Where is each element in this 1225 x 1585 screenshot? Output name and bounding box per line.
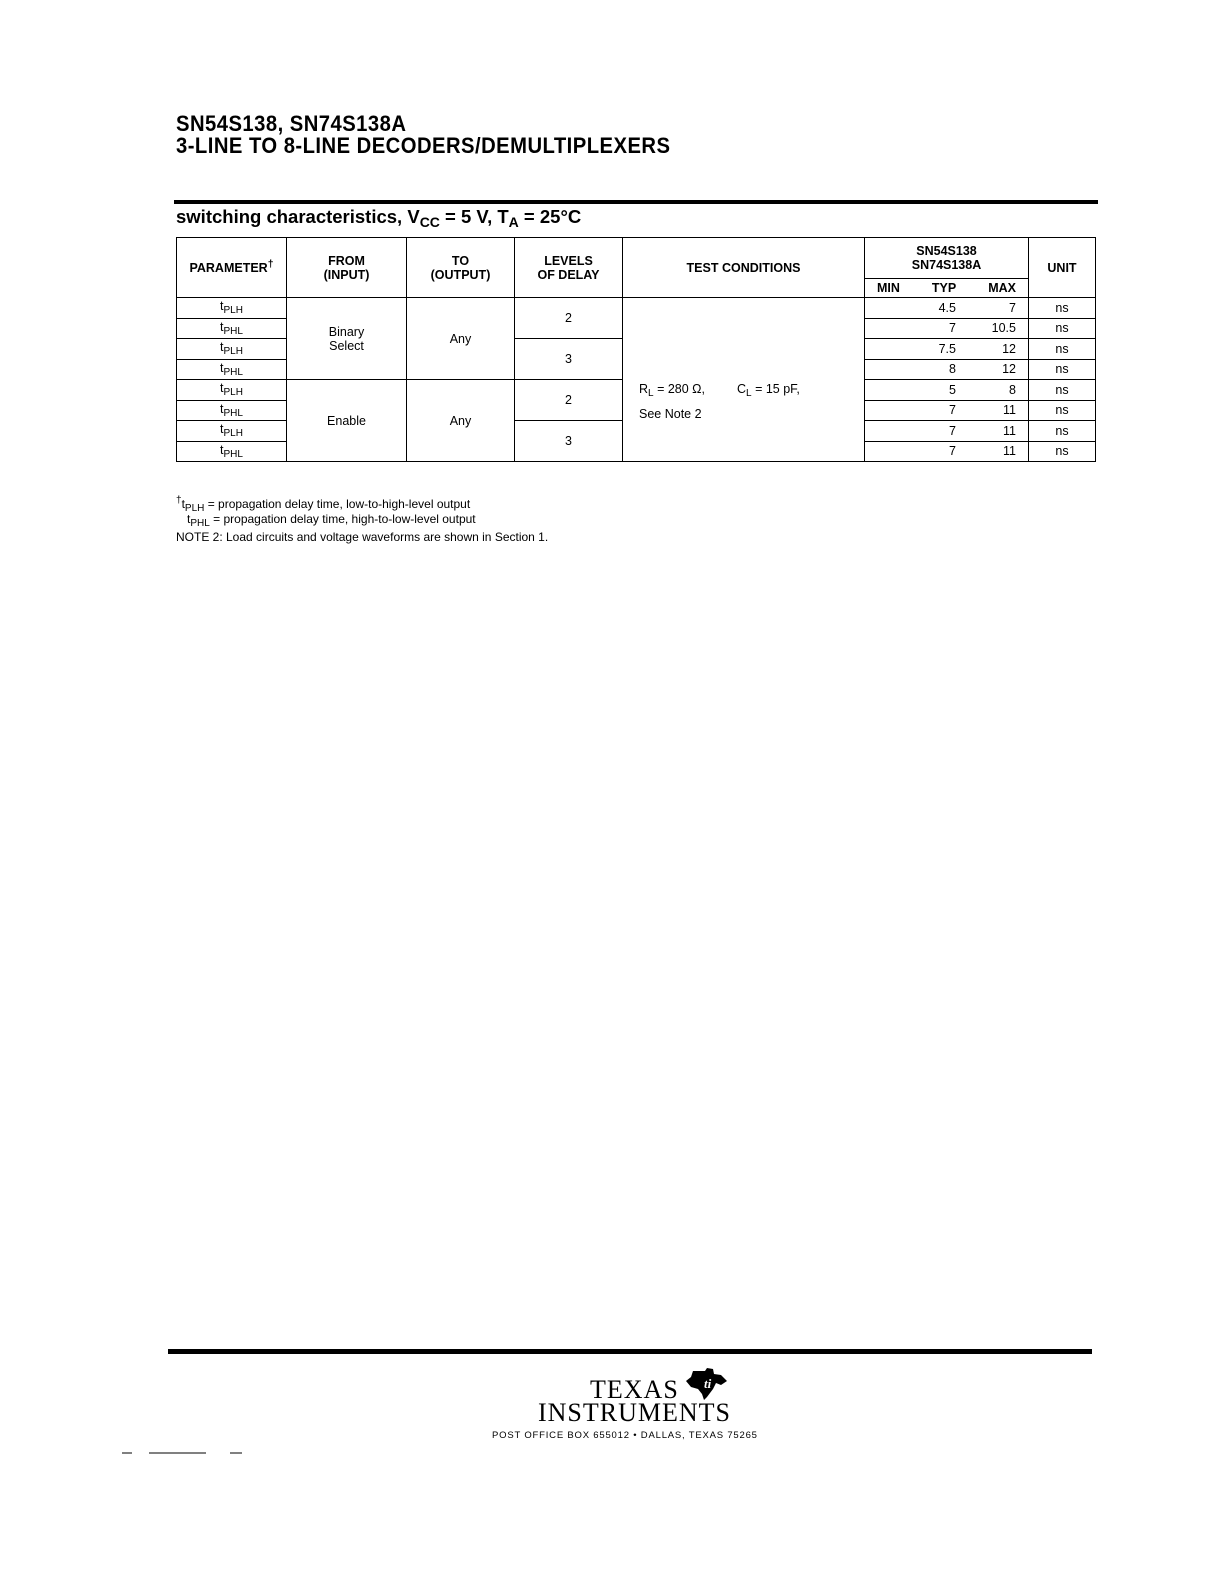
footnote-tphl: $t_{PHL}$ = propagation delay time, high-to-low-level output	[187, 512, 476, 529]
unit-cell: ns	[1029, 441, 1096, 462]
to-any: Any	[407, 380, 515, 462]
header-unit: UNIT	[1029, 238, 1096, 298]
levels-cell: 2	[515, 298, 623, 339]
param-cell: $t_{PLH}$	[177, 298, 287, 319]
values-cell: 7 11	[865, 400, 1029, 421]
logo-texas: TEXAS	[590, 1375, 679, 1404]
test-conditions-cell: $R_L = 280$ Ω, $C_L = 15$ pF, See Note 2	[623, 298, 865, 462]
unit-cell: ns	[1029, 339, 1096, 360]
param-cell: $t_{PLH}$	[177, 380, 287, 401]
levels-cell: 3	[515, 421, 623, 462]
header-levels: LEVELS OF DELAY	[515, 238, 623, 298]
svg-text:ti: ti	[704, 1376, 712, 1391]
unit-cell: ns	[1029, 400, 1096, 421]
values-cell: 5 8	[865, 380, 1029, 401]
footnote-tplh: $^\dagger t_{PLH}$ = propagation delay time, low-to-high-level output	[176, 495, 471, 514]
levels-cell: 3	[515, 339, 623, 380]
param-cell: $t_{PLH}$	[177, 421, 287, 442]
header-from: FROM (INPUT)	[287, 238, 407, 298]
header-test-conditions: TEST CONDITIONS	[623, 238, 865, 298]
unit-cell: ns	[1029, 298, 1096, 319]
param-cell: $t_{PHL}$	[177, 359, 287, 380]
values-cell: 7 10.5	[865, 318, 1029, 339]
param-cell: $t_{PHL}$	[177, 441, 287, 462]
values-cell: 8 12	[865, 359, 1029, 380]
table-header-row	[177, 238, 1096, 279]
logo-instruments: INSTRUMENTS	[538, 1398, 732, 1427]
unit-cell: ns	[1029, 318, 1096, 339]
unit-cell: ns	[1029, 359, 1096, 380]
part-numbers-heading: SN54S138, SN74S138A	[176, 111, 407, 136]
param-cell: $t_{PLH}$	[177, 339, 287, 360]
unit-cell: ns	[1029, 380, 1096, 401]
footer-address: POST OFFICE BOX 655012 • DALLAS, TEXAS 75265	[492, 1430, 758, 1441]
switching-characteristics-table	[176, 237, 1096, 462]
unit-cell: ns	[1029, 421, 1096, 442]
section-heading: switching characteristics, $V_{CC} = 5$ V, $T_A = 25^\circ C$	[176, 206, 582, 230]
param-cell: $t_{PHL}$	[177, 400, 287, 421]
from-binary-select: Binary Select	[287, 298, 407, 380]
param-cell: $t_{PHL}$	[177, 318, 287, 339]
values-cell: 7.5 12	[865, 339, 1029, 360]
bottom-rule	[168, 1349, 1092, 1354]
values-cell: 4.5 7	[865, 298, 1029, 319]
note-2: NOTE 2: Load circuits and voltage waveforms are shown in Section 1.	[176, 530, 549, 544]
values-cell: 7 11	[865, 421, 1029, 442]
ti-logo-icon	[683, 1367, 729, 1401]
table-row	[177, 298, 1096, 319]
from-enable: Enable	[287, 380, 407, 462]
to-any: Any	[407, 298, 515, 380]
header-min-typ-max: MIN TYP MAX	[865, 279, 1029, 298]
values-cell: 7 11	[865, 441, 1029, 462]
header-to: TO (OUTPUT)	[407, 238, 515, 298]
header-parameter: PARAMETER†	[177, 238, 287, 298]
scan-marks	[122, 1451, 247, 1455]
document-title: 3-LINE TO 8-LINE DECODERS/DEMULTIPLEXERS	[176, 133, 671, 158]
top-rule	[174, 200, 1098, 204]
levels-cell: 2	[515, 380, 623, 421]
header-device: SN54S138 SN74S138A	[865, 238, 1029, 279]
